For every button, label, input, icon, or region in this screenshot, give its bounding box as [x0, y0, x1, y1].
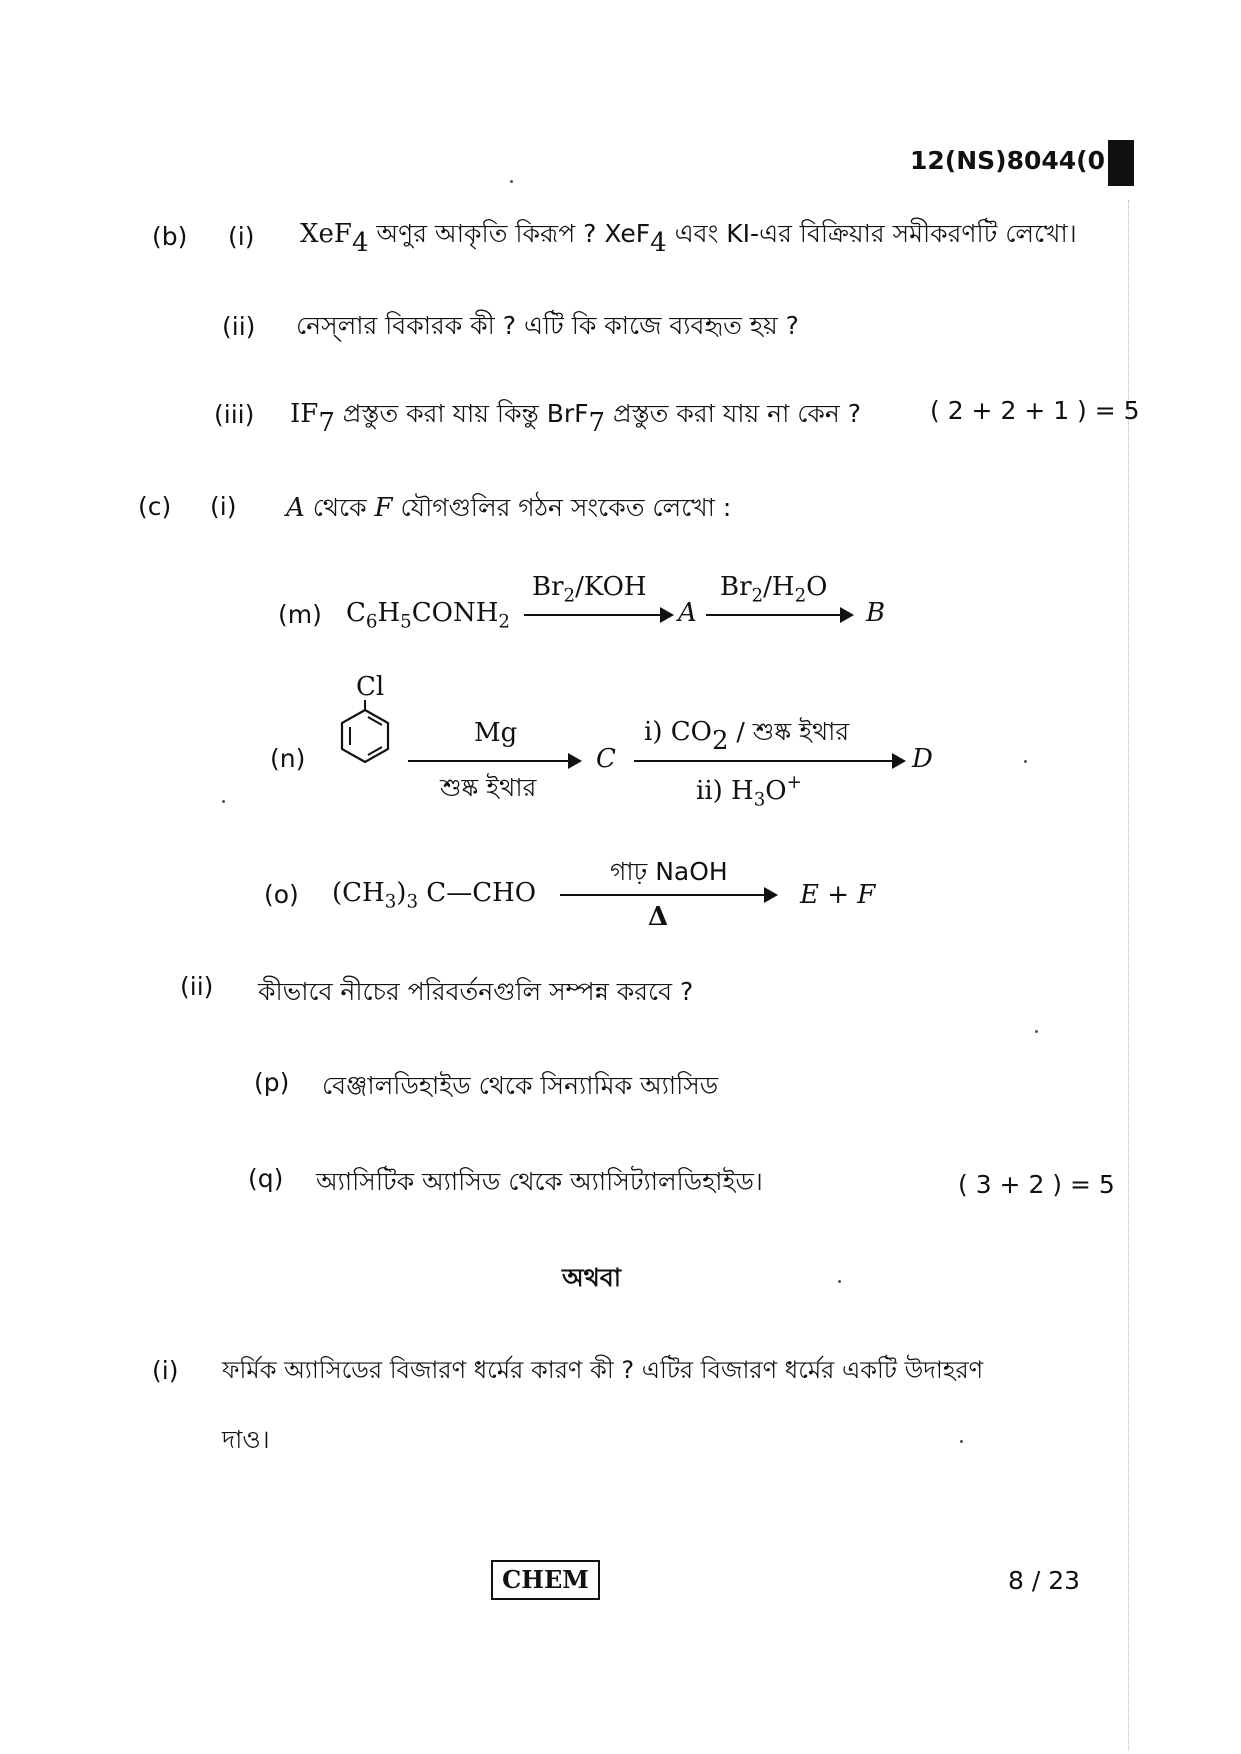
reaction-n-product-c: C [596, 744, 616, 774]
reaction-n-reagent-2-top: i) $CO_2$ / শুষ্ক ইথার [644, 717, 850, 757]
question-b-i-text: XeF$_4$ অণুর আকৃতি কিরূপ ? XeF$_4$ এবং KI-এর বিক্রিয়ার সমীকরণটি লেখো। [300, 219, 1077, 259]
reaction-n-arrow-1 [408, 760, 580, 762]
question-p-label: (p) [254, 1068, 290, 1097]
question-c-i-label: (i) [210, 492, 237, 521]
alt-question-line-2: দাও। [222, 1425, 270, 1454]
reaction-n-label: (n) [270, 744, 306, 773]
reaction-n-product-d: D [912, 744, 933, 774]
or-separator: অথবা [562, 1263, 622, 1292]
reaction-m-reactant: $C_6H_5CONH_2$ [346, 598, 510, 633]
question-p-text: বেঞ্জালডিহাইড থেকে সিন্যামিক অ্যাসিড [322, 1071, 719, 1100]
marks-c: ( 3 + 2 ) = 5 [958, 1170, 1115, 1199]
question-q-text: অ্যাসিটিক অ্যাসিড থেকে অ্যাসিট্যালডিহাইড। [316, 1167, 763, 1196]
reaction-m-label: (m) [278, 600, 322, 629]
reaction-m-product-a: A [678, 598, 697, 628]
scan-speck [838, 1280, 841, 1283]
reaction-n-reagent-2-bottom: ii) $H_3O^+$ [696, 772, 802, 811]
chlorobenzene-structure [330, 700, 400, 770]
reaction-m-arrow-1 [524, 614, 672, 616]
scan-speck [222, 800, 225, 803]
reaction-n-arrow-2 [634, 760, 904, 762]
scan-speck [960, 1440, 963, 1443]
question-c-i-text: A থেকে F যৌগগুলির গঠন সংকেত লেখো : [286, 493, 732, 523]
reaction-o-products: E + F [800, 880, 876, 910]
reaction-o-arrow [560, 894, 776, 896]
question-b-ii-label: (ii) [222, 312, 256, 341]
subject-box: CHEM [491, 1560, 600, 1600]
question-q-label: (q) [248, 1164, 284, 1193]
marks-b: ( 2 + 2 + 1 ) = 5 [930, 396, 1140, 425]
benzene-substituent: Cl [356, 672, 385, 702]
scan-mark [1108, 140, 1134, 186]
alt-question-label: (i) [152, 1356, 179, 1385]
reaction-n-reagent-1-bottom: শুষ্ক ইথার [440, 773, 537, 802]
scan-speck [1024, 760, 1027, 763]
question-c-ii-text: কীভাবে নীচের পরিবর্তনগুলি সম্পন্ন করবে ? [258, 977, 694, 1006]
reaction-o-reagent-top: গাঢ় NaOH [610, 857, 728, 886]
question-b-ii-text: নেস্‌লার বিকারক কী ? এটি কি কাজে ব্যবহৃত হয় ? [296, 311, 799, 340]
reaction-o-heat: Δ [648, 902, 669, 932]
alt-question-line-1: ফর্মিক অ্যাসিডের বিজারণ ধর্মের কারণ কী ? এটির বিজারণ ধর্মের একটি উদাহরণ [222, 1356, 984, 1384]
page-number: 8 / 23 [1008, 1566, 1081, 1595]
scan-edge [1128, 200, 1130, 1750]
reaction-m-reagent-1: $Br_2$/KOH [532, 572, 647, 607]
scan-speck [1035, 1030, 1038, 1033]
reaction-m-product-b: B [866, 598, 886, 628]
reaction-o-label: (o) [264, 880, 299, 909]
question-b-label: (b) [152, 222, 188, 251]
reaction-m-reagent-2: $Br_2/H_2O$ [720, 572, 828, 607]
question-b-i-label: (i) [228, 222, 255, 251]
question-c-label: (c) [138, 492, 172, 521]
reaction-n-reagent-1-top: Mg [474, 718, 518, 748]
paper-code: 12(NS)8044(0 [910, 146, 1105, 175]
reaction-m-arrow-2 [706, 614, 852, 616]
question-b-iii-label: (iii) [214, 400, 255, 429]
scan-speck [510, 180, 513, 183]
question-b-iii-text: $IF_7$ প্রস্তুত করা যায় কিন্তু BrF$_7$ প্রস্তুত করা যায় না কেন ? [290, 399, 862, 439]
question-c-ii-label: (ii) [180, 972, 214, 1001]
reaction-o-reactant: $(CH_3)_3$ C—CHO [332, 878, 537, 913]
